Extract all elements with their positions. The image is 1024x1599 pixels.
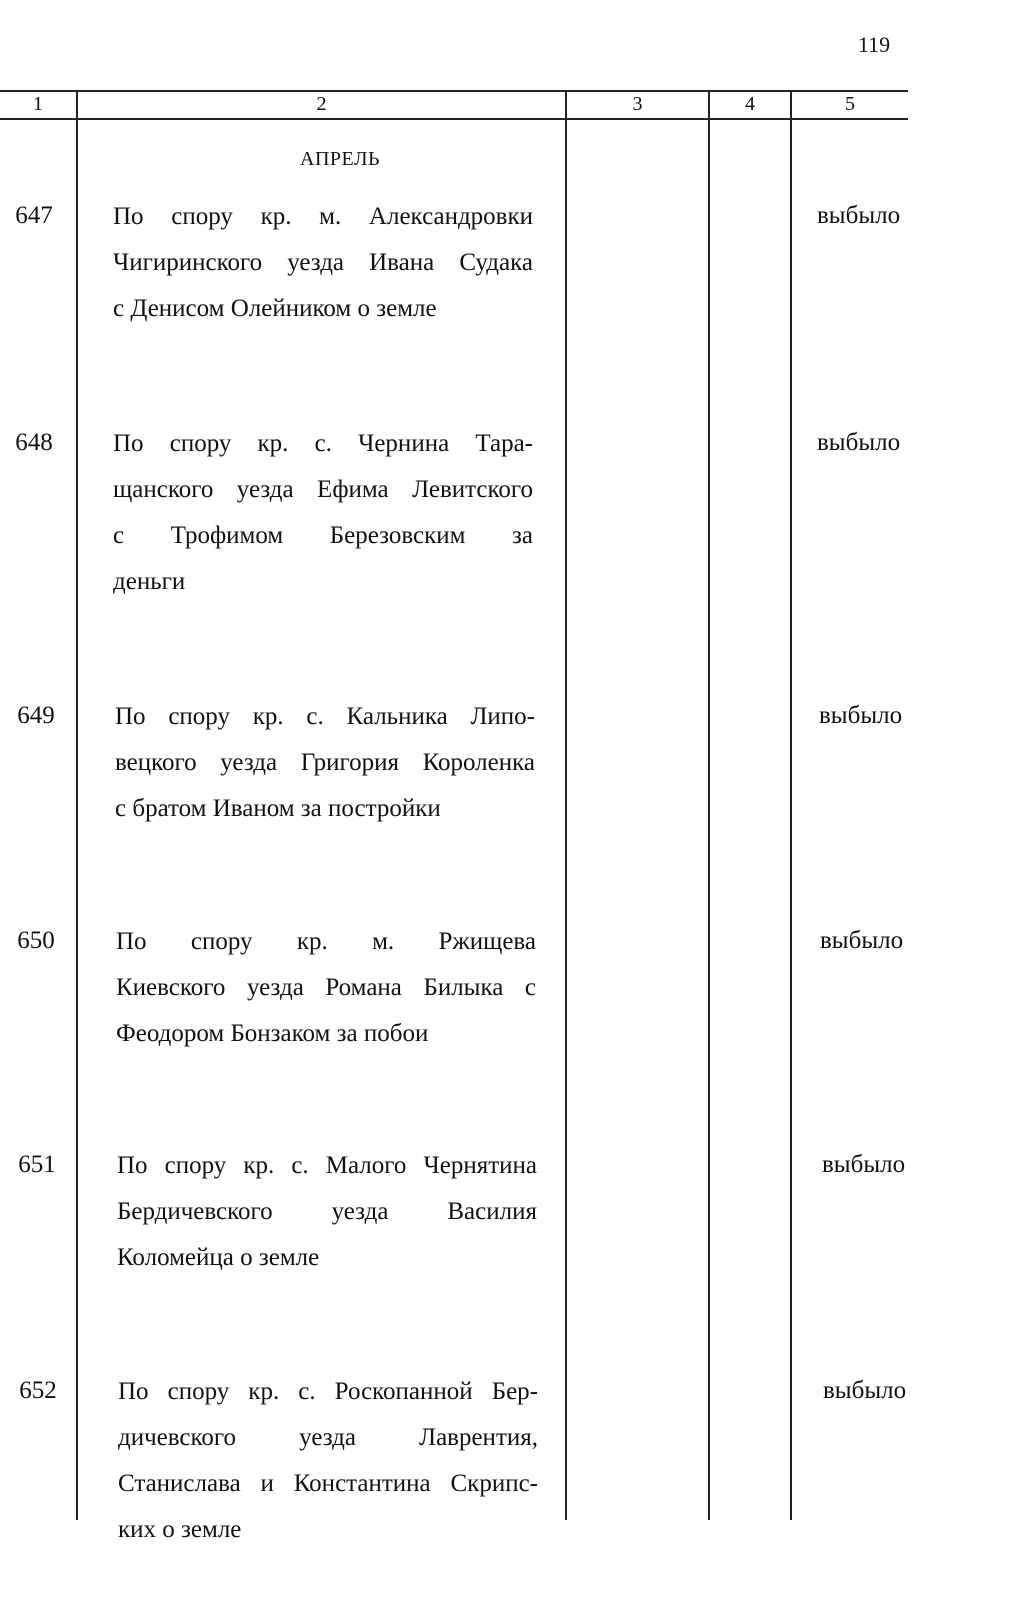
text-line: Коломейца о земле — [117, 1244, 320, 1271]
text-line: Чигиринского уезда Ивана Судака — [113, 249, 533, 276]
text-line: Киевского уезда Романа Билыка с — [116, 974, 536, 1001]
header-bottom-rule — [0, 118, 908, 120]
text-line: По спору кр. с. Кальника Липо- — [115, 703, 535, 730]
text-line: щанского уезда Ефима Левитского — [113, 476, 533, 503]
text-line: деньги — [113, 568, 186, 595]
text-line: ких о земле — [118, 1516, 242, 1543]
text-line: По спору кр. м. Ржищева — [116, 928, 536, 955]
row-status: выбыло — [819, 702, 903, 729]
table-top-rule — [0, 90, 908, 92]
text-line: Бердичевского уезда Василия — [117, 1198, 537, 1225]
row-status: выбыло — [817, 202, 901, 229]
column-divider — [565, 90, 567, 1520]
text-line: с братом Иваном за постройки — [115, 795, 441, 822]
column-header-2: 2 — [316, 93, 327, 115]
text-line: По спору кр. с. Чернина Тара- — [113, 430, 533, 457]
text-line: дичевского уезда Лаврентия, — [118, 1424, 538, 1451]
page-number: 119 — [858, 32, 891, 57]
column-divider — [708, 90, 710, 1520]
row-description — [117, 1143, 537, 1281]
row-number: 650 — [17, 927, 55, 954]
column-header-1: 1 — [33, 93, 43, 115]
column-header-3: 3 — [632, 93, 643, 115]
text-line: Феодором Бонзаком за побои — [116, 1020, 429, 1047]
row-description — [116, 919, 536, 1057]
row-number: 651 — [18, 1151, 56, 1178]
section-heading: АПРЕЛЬ — [300, 148, 381, 170]
row-description — [113, 194, 533, 332]
row-description — [115, 694, 535, 832]
row-description — [113, 421, 533, 605]
text-line: вецкого уезда Григория Короленка — [115, 749, 535, 776]
row-description — [118, 1369, 538, 1553]
row-status: выбыло — [823, 1377, 907, 1404]
column-divider — [76, 90, 78, 1520]
row-number: 652 — [19, 1377, 57, 1404]
text-line: с Денисом Олейником о земле — [113, 295, 437, 322]
row-number: 649 — [17, 702, 55, 729]
column-header-4: 4 — [745, 93, 755, 115]
row-number: 648 — [15, 429, 53, 456]
text-line: Станислава и Константина Скрипс- — [118, 1470, 538, 1497]
row-status: выбыло — [822, 1151, 906, 1178]
row-status: выбыло — [820, 927, 904, 954]
row-status: выбыло — [817, 429, 901, 456]
text-line: По спору кр. с. Роскопанной Бер- — [118, 1378, 538, 1405]
text-line: с Трофимом Березовским за — [113, 522, 533, 549]
column-header-5: 5 — [845, 93, 855, 115]
text-line: По спору кр. с. Малого Чернятина — [117, 1152, 537, 1179]
column-divider — [790, 90, 792, 1520]
row-number: 647 — [15, 202, 53, 229]
text-line: По спору кр. м. Александровки — [113, 203, 533, 230]
